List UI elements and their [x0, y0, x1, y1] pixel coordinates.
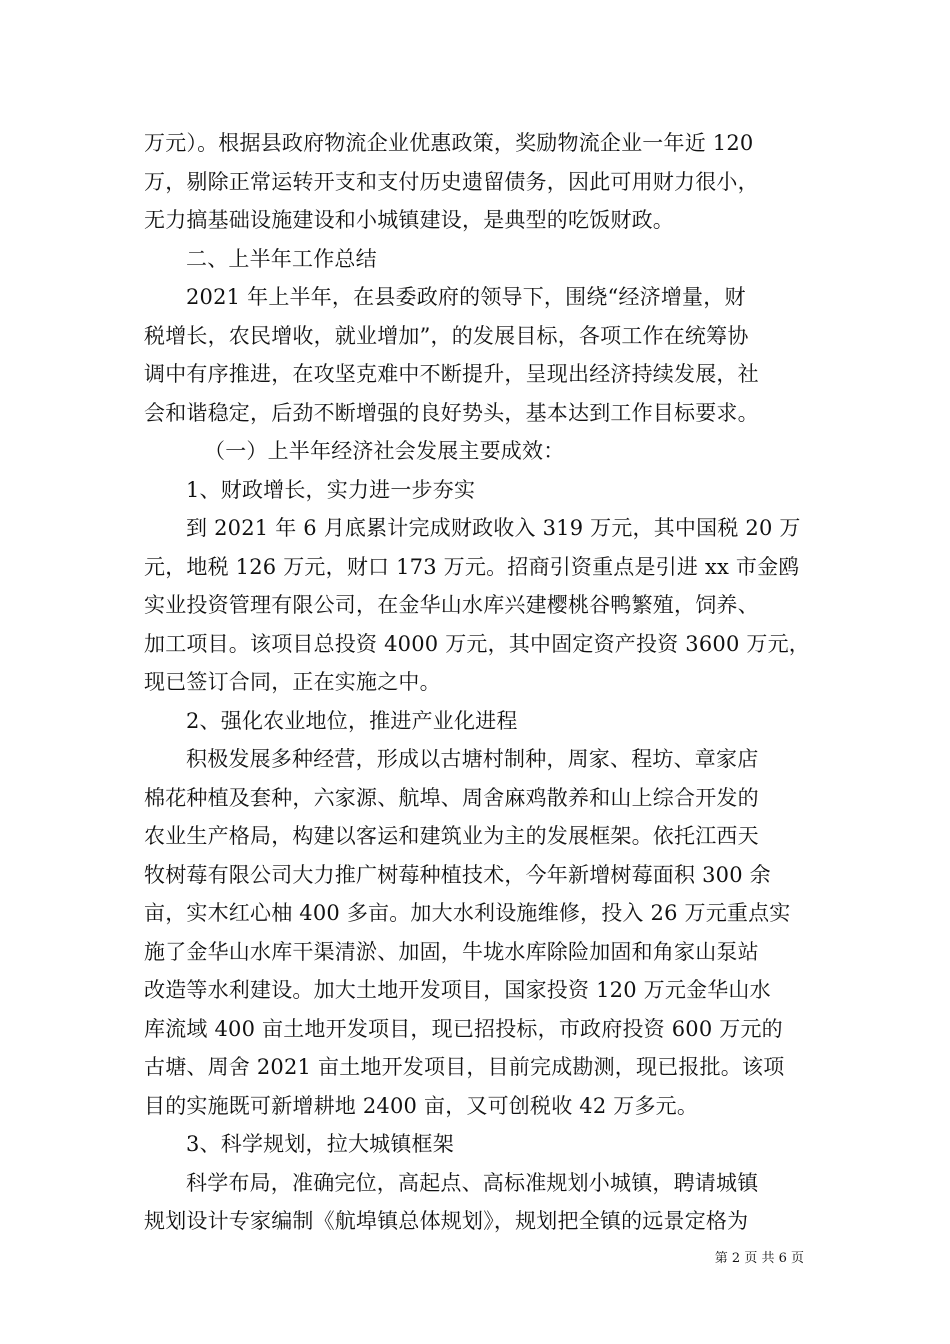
- text-line: 亩，实木红心柚 400 多亩。加大水利设施维修，投入 26 万元重点实: [144, 901, 791, 925]
- subsection-heading: （一）上半年经济社会发展主要成效：: [204, 439, 565, 463]
- text-line: 万，剔除正常运转开支和支付历史遗留债务，因此可用财力很小，: [144, 169, 759, 194]
- text-line: 古塘、周舍 2021 亩土地开发项目，目前完成勘测，现已报批。该项: [144, 1055, 785, 1079]
- text-line: 元，地税 126 万元，财口 173 万元。招商引资重点是引进 xx 市金鸥: [144, 554, 800, 579]
- item-heading: 3、科学规划，拉大城镇框架: [186, 1132, 454, 1156]
- page-number: 第 2 页 共 6 页: [714, 1251, 804, 1266]
- text-line: 目的实施既可新增耕地 2400 亩，又可创税收 42 万多元。: [144, 1093, 699, 1118]
- text-line: 调中有序推进，在攻坚克难中不断提升，呈现出经济持续发展，社: [144, 362, 759, 386]
- section-heading: 二、上半年工作总结: [186, 246, 377, 271]
- text-line: 2021 年上半年，在县委政府的领导下，围绕“经济增量，财: [186, 285, 746, 309]
- text-line: 规划设计专家编制《航埠镇总体规划》，规划把全镇的远景定格为: [144, 1209, 749, 1233]
- text-line: 牧树莓有限公司大力推广树莓种植技术，今年新增树莓面积 300 余: [144, 862, 771, 887]
- text-line: 无力搞基础设施建设和小城镇建设，是典型的吃饭财政。: [144, 208, 674, 232]
- text-line: 到 2021 年 6 月底累计完成财政收入 319 万元，其中国税 20 万: [186, 516, 801, 540]
- text-line: 会和谐稳定，后劲不断增强的良好势头，基本达到工作目标要求。: [144, 400, 759, 425]
- text-line: 加工项目。该项目总投资 4000 万元，其中固定资产投资 3600 万元，: [144, 631, 810, 656]
- text-line: 棉花种植及套种，六家源、航埠、周舍麻鸡散养和山上综合开发的: [144, 785, 759, 810]
- text-line: 施了金华山水库干渠清淤、加固，牛垅水库除险加固和角家山泵站: [144, 939, 759, 964]
- text-line: 税增长，农民增收，就业增加”，的发展目标，各项工作在统筹协: [144, 323, 749, 348]
- document-body: [144, 124, 824, 1241]
- text-line: 实业投资管理有限公司，在金华山水库兴建樱桃谷鸭繁殖，饲养、: [144, 593, 759, 617]
- item-heading: 2、强化农业地位，推进产业化进程: [186, 708, 518, 733]
- item-heading: 1、财政增长，实力进一步夯实: [186, 477, 476, 502]
- text-line: 科学布局，准确完位，高起点、高标准规划小城镇，聘请城镇: [186, 1170, 759, 1195]
- text-line: 库流域 400 亩土地开发项目，现已招投标，市政府投资 600 万元的: [144, 1016, 783, 1041]
- text-line: 现已签订合同，正在实施之中。: [144, 670, 441, 694]
- text-line: 万元）。根据县政府物流企业优惠政策，奖励物流企业一年近 120: [144, 131, 754, 155]
- text-line: 改造等水利建设。加大土地开发项目，国家投资 120 万元金华山水: [144, 978, 771, 1002]
- text-line: 积极发展多种经营，形成以古塘村制种，周家、程坊、章家店: [186, 747, 759, 771]
- text-line: 农业生产格局，构建以客运和建筑业为主的发展框架。依托江西天: [144, 824, 759, 848]
